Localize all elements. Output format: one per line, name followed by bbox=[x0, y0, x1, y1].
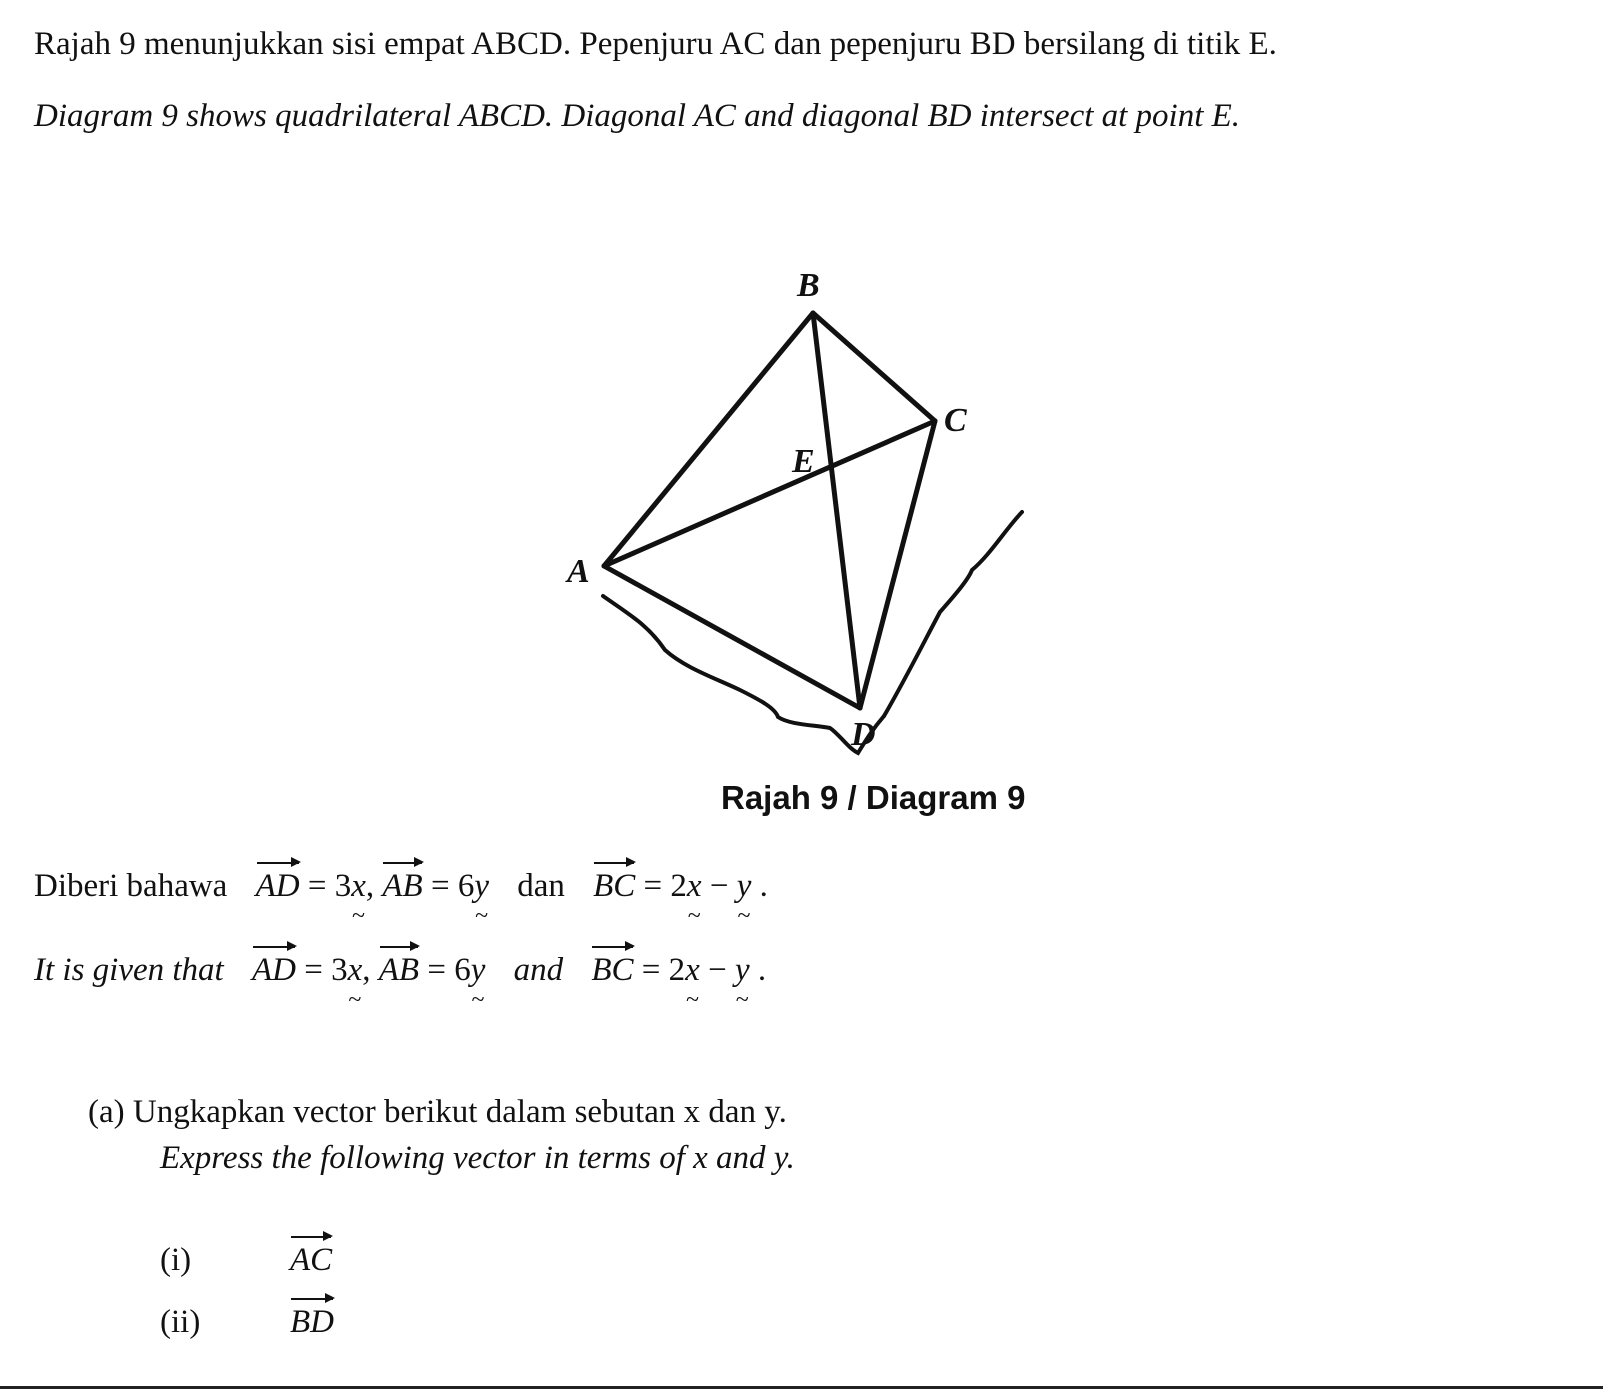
given-prefix-english: It is given that bbox=[34, 952, 224, 988]
side-ab bbox=[604, 313, 813, 566]
minus-sign: − bbox=[709, 868, 729, 904]
coef-ad: 3 bbox=[334, 868, 352, 904]
diagonal-bd bbox=[813, 313, 860, 708]
coef-bc: 2 bbox=[670, 868, 687, 904]
intro-text-malay: Rajah 9 menunjukkan sisi empat ABCD. Pepenjuru AC dan pepenjuru BD bersilang di titik E. bbox=[34, 26, 1277, 62]
vector-bc: BC bbox=[593, 868, 636, 904]
side-bc bbox=[813, 313, 935, 421]
var-x: x ~ bbox=[685, 950, 700, 990]
given-conj-english: and bbox=[513, 952, 564, 988]
point-label-c: C bbox=[944, 402, 967, 439]
var-x: x ~ bbox=[351, 866, 366, 906]
var-x: x ~ bbox=[687, 866, 702, 906]
vector-bd: BD bbox=[290, 1304, 334, 1340]
point-label-a: A bbox=[567, 553, 590, 590]
coef-ad: 3 bbox=[331, 952, 348, 988]
vector-ad: AD bbox=[251, 952, 296, 988]
question-a-malay bbox=[88, 1092, 787, 1132]
given-prefix-malay: Diberi bahawa bbox=[34, 868, 228, 904]
coef-ab: 6 bbox=[457, 868, 475, 904]
var-y: y ~ bbox=[735, 950, 750, 990]
var-y: y ~ bbox=[471, 950, 486, 990]
vector-ad: AD bbox=[255, 868, 300, 904]
part-ii-label: (ii) bbox=[160, 1304, 201, 1340]
point-label-b: B bbox=[797, 267, 820, 304]
point-label-d: D bbox=[851, 716, 876, 753]
var-x: x ~ bbox=[348, 950, 363, 990]
question-a-text-malay: Ungkapkan vector berikut dalam sebutan x dan y. bbox=[132, 1094, 787, 1130]
handwritten-curve-left bbox=[603, 596, 884, 753]
var-y: y ~ bbox=[474, 866, 489, 906]
intro-text-english: Diagram 9 shows quadrilateral ABCD. Diagonal AC and diagonal BD intersect at point E. bbox=[34, 98, 1241, 134]
vector-bc: BC bbox=[591, 952, 634, 988]
question-part-i bbox=[160, 1240, 332, 1280]
coef-bc: 2 bbox=[668, 952, 686, 988]
vector-ac: AC bbox=[290, 1242, 333, 1278]
minus-sign: − bbox=[708, 952, 727, 988]
diagram-caption: Rajah 9 / Diagram 9 bbox=[721, 779, 1026, 816]
question-a-label: (a) bbox=[88, 1094, 125, 1130]
vector-ab: AB bbox=[378, 952, 420, 988]
part-i-label: (i) bbox=[160, 1242, 192, 1278]
diagonal-ac bbox=[604, 421, 935, 566]
question-part-ii bbox=[160, 1302, 334, 1342]
var-y: y ~ bbox=[737, 866, 752, 906]
given-conj-malay: dan bbox=[517, 868, 565, 904]
side-cd bbox=[860, 421, 935, 708]
given-statement-malay: Diberi bahawa AD = 3x ~, AB = 6y ~ dan BC = 2x ~ − y ~ . bbox=[34, 866, 768, 906]
page-bottom-rule bbox=[0, 1386, 1603, 1389]
point-label-e: E bbox=[792, 443, 815, 480]
coef-ab: 6 bbox=[454, 952, 471, 988]
given-statement-english: It is given that AD = 3x ~, AB = 6y ~ and BC = 2x ~ − y ~ . bbox=[34, 950, 766, 990]
vector-ab: AB bbox=[382, 868, 423, 904]
question-a-text-english: Express the following vector in terms of x and y. bbox=[160, 1140, 795, 1176]
